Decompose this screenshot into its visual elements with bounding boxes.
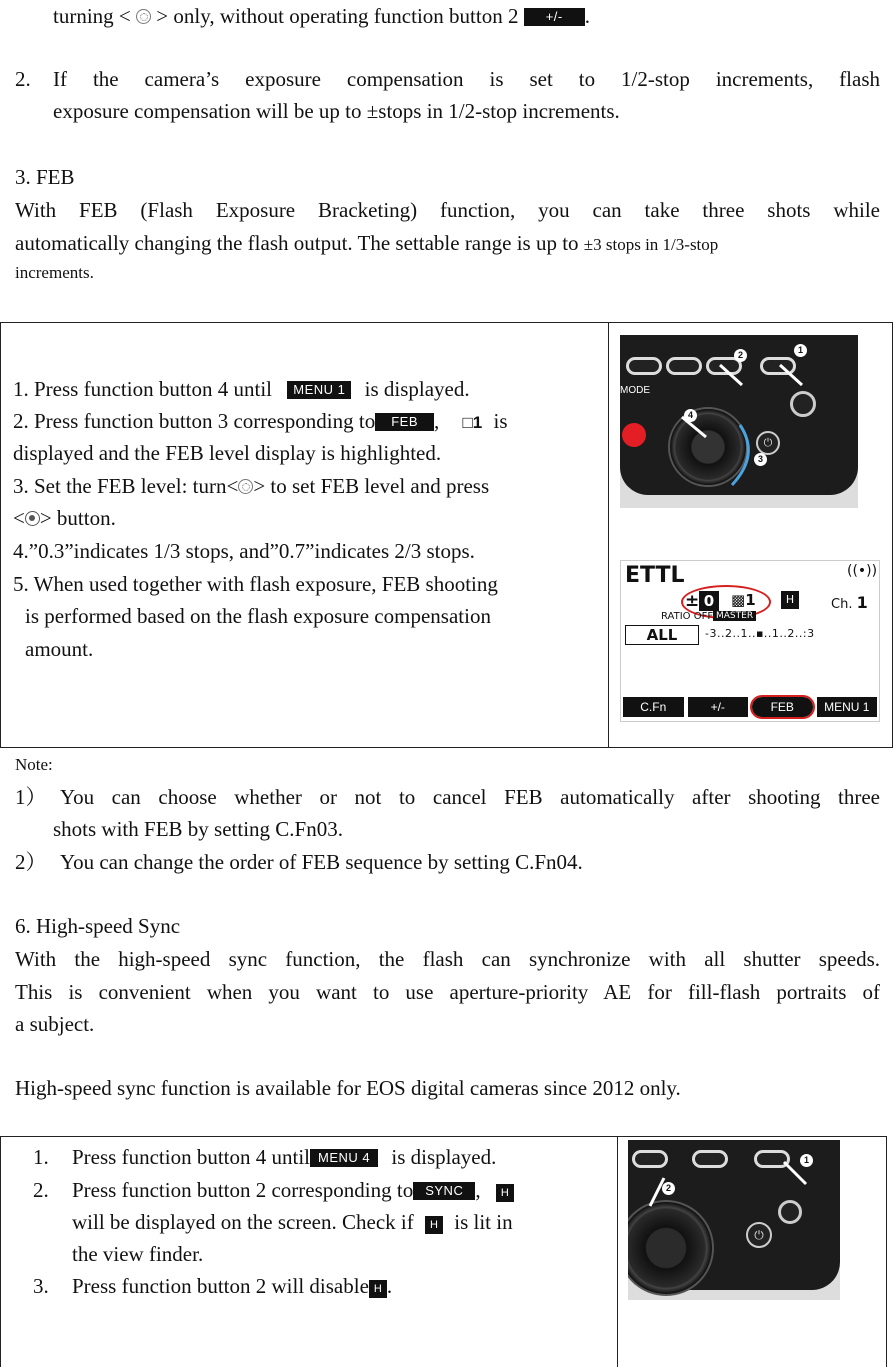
arrow-to-button-2 — [720, 365, 742, 385]
feb-step3: 3. Set the FEB level: turn< > to set FEB level and press — [13, 474, 490, 498]
feb-step5-cont: is performed based on the flash exposure compensation — [25, 604, 491, 628]
hss-heading: 6. High-speed Sync — [15, 914, 181, 938]
feb-step5-cont2: amount. — [25, 637, 94, 661]
hss-table-divider — [617, 1136, 618, 1367]
set-button-icon — [25, 511, 40, 526]
marker-4: 4 — [684, 409, 697, 422]
lcd-pm: ± — [685, 591, 700, 611]
feb-heading: 3. FEB — [15, 165, 75, 189]
lcd-ratio: RATIO OFF — [661, 611, 714, 622]
hss-step2-cont: will be displayed on the screen. Check if H is lit in — [72, 1210, 513, 1234]
softkey-feb: FEB — [752, 697, 813, 717]
hss-step3-number: 3. — [33, 1274, 49, 1298]
note1-line2: shots with FEB by setting C.Fn03. — [53, 817, 343, 841]
hss-step1-number: 1. — [33, 1145, 49, 1169]
feb-step2: 2. Press function button 3 corresponding to FEB , □1 is — [13, 409, 508, 433]
hss-icon: H — [496, 1184, 514, 1202]
power-icon: ⏻ — [746, 1222, 772, 1248]
lcd-softkeys — [621, 697, 879, 717]
lcd-scale: -3..2..1..▪..1..2..:3 — [705, 627, 815, 640]
lcd-mode: ETTL — [625, 563, 685, 588]
sync-badge: SYNC — [413, 1182, 475, 1200]
hss-line2: This is convenient when you want to use aperture-priority AE for fill-flash portraits of — [15, 980, 880, 1004]
feb-step5: 5. When used together with flash exposure, FEB shooting — [13, 572, 498, 596]
menu1-badge: MENU 1 — [287, 381, 351, 399]
lcd-feb-count: ▩1 — [731, 591, 756, 609]
dial-rotation-arrow — [732, 425, 748, 485]
dial-icon — [136, 9, 151, 24]
feb-line3: increments. — [15, 263, 94, 282]
table-divider — [608, 322, 609, 748]
note-title: Note: — [15, 755, 53, 774]
wireless-icon: ((•)) — [847, 563, 878, 579]
feb-line1: With FEB (Flash Exposure Bracketing) function, you can take three shots while — [15, 198, 880, 222]
hss-icon: H — [425, 1216, 443, 1234]
feb-step2-cont: displayed and the FEB level display is highlighted. — [13, 441, 442, 465]
flash-controls-photo-2 — [628, 1140, 840, 1300]
intro-text-b: > only, without operating function button 2 — [156, 4, 519, 28]
hss-step2-number: 2. — [33, 1178, 49, 1202]
note2-text: You can change the order of FEB sequence by setting C.Fn04. — [60, 850, 583, 874]
note1-line1: You can choose whether or not to cancel FEB automatically after shooting three — [60, 785, 880, 809]
exposure-comp-icon: +/- — [524, 8, 585, 26]
softkey-menu1: MENU 1 — [817, 697, 878, 717]
note2-number: 2） — [15, 850, 47, 874]
marker-3: 3 — [754, 453, 767, 466]
hss-step1: Press function button 4 until MENU 4 is displayed. — [72, 1145, 497, 1169]
lcd-screen — [620, 560, 880, 722]
hss-icon: H — [369, 1280, 387, 1298]
softkey-cfn: C.Fn — [623, 697, 684, 717]
feb-count-icon: □1 — [462, 413, 483, 432]
feb-line2: automatically changing the flash output. The settable range is up to ±3 stops in 1/3-stop — [15, 231, 719, 255]
item2-number: 2. — [15, 67, 31, 91]
feb-step1: 1. Press function button 4 until MENU 1 is displayed. — [13, 377, 470, 401]
feb-step3-cont: < > button. — [13, 506, 116, 530]
item2-line2: exposure compensation will be up to ±stops in 1/2-stop increments. — [53, 99, 620, 123]
hss-step3: Press function button 2 will disable H . — [72, 1274, 393, 1298]
arrow-to-button-1 — [780, 365, 802, 385]
intro-line: turning < > only, without operating function button 2 +/- . — [53, 4, 591, 28]
hss-line4: High-speed sync function is available for EOS digital cameras since 2012 only. — [15, 1076, 681, 1100]
feb-step4: 4.”0.3”indicates 1/3 stops, and”0.7”indicates 2/3 stops. — [13, 539, 475, 563]
flash-controls-photo — [620, 335, 858, 508]
mode-label: MODE — [620, 385, 650, 396]
arrow-to-button-2 — [650, 1178, 664, 1206]
hss-step2-cont2: the view finder. — [72, 1242, 204, 1266]
marker-2: 2 — [662, 1182, 675, 1195]
marker-1: 1 — [800, 1154, 813, 1167]
hss-line3: a subject. — [15, 1012, 95, 1036]
power-icon: ⏻ — [756, 431, 780, 455]
softkey-exposure-comp: +/- — [688, 697, 749, 717]
lcd-value: 0 — [699, 591, 719, 611]
lcd-channel: Ch. 1 — [831, 593, 868, 612]
intro-text-a: turning < — [53, 4, 131, 28]
hss-step2: Press function button 2 corresponding to SYNC , H — [72, 1175, 514, 1205]
feb-badge: FEB — [375, 413, 434, 431]
marker-2: 2 — [734, 349, 747, 362]
lcd-all: ALL — [625, 625, 699, 645]
note1-number: 1） — [15, 785, 47, 809]
hss-icon: H — [781, 591, 799, 609]
menu4-badge: MENU 4 — [310, 1149, 378, 1167]
item2-line1: If the camera’s exposure compensation is set to 1/2-stop increments, flash — [53, 67, 880, 91]
dial-icon — [238, 479, 253, 494]
marker-1: 1 — [794, 344, 807, 357]
hss-line1: With the high-speed sync function, the flash can synchronize with all shutter speeds. — [15, 947, 880, 971]
lcd-master: MASTER — [713, 611, 756, 621]
